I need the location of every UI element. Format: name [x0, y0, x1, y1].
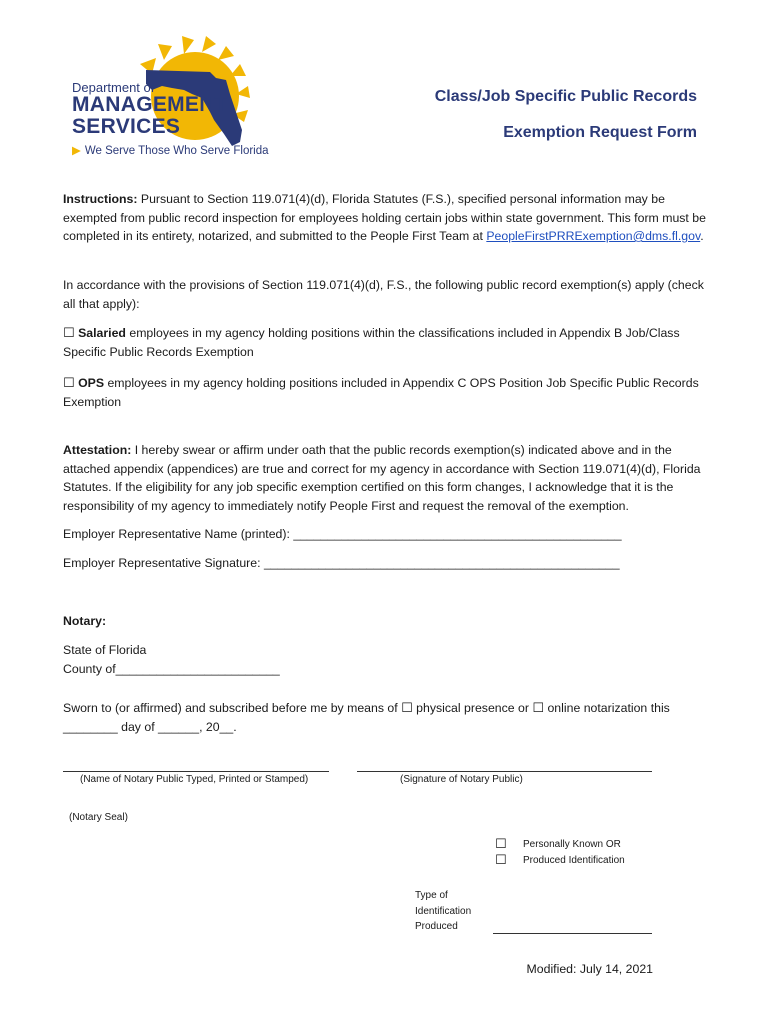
online-notarization-checkbox[interactable]: ☐	[532, 700, 545, 715]
ops-checkbox[interactable]: ☐	[63, 375, 75, 390]
notary-signature-line[interactable]	[357, 771, 652, 772]
email-link[interactable]: PeopleFirstPRRExemption@dms.fl.gov	[486, 229, 701, 243]
identification-text: Identification	[415, 905, 472, 917]
form-title: Class/Job Specific Public Records	[434, 88, 697, 105]
notary-signature-caption: (Signature of Notary Public)	[400, 774, 523, 785]
instructions-label: Instructions:	[63, 192, 138, 206]
salaried-option	[63, 324, 709, 361]
logo-management-text	[72, 94, 228, 138]
type-of-id-label	[415, 888, 471, 935]
personally-known-label: Personally Known OR	[523, 839, 621, 850]
employer-signature-field[interactable]: Employer Representative Signature: ____________________________________________________	[63, 556, 620, 570]
attestation-label: Attestation:	[63, 443, 132, 457]
sworn-date-field[interactable]: ________ day of ______, 20__.	[63, 719, 237, 734]
instructions-end: .	[700, 229, 704, 243]
salaried-text: employees in my agency holding positions within the classifications included in Appendix B Job/Class Specific Public Records Exemption	[63, 326, 680, 359]
ops-option	[63, 374, 709, 411]
sworn-text-c: online notarization this	[544, 701, 670, 715]
instructions-paragraph	[63, 190, 709, 246]
produced-text: Produced	[415, 921, 458, 932]
notary-county-field[interactable]: County of________________________	[63, 662, 280, 676]
form-subtitle: Exemption Request Form	[503, 124, 697, 141]
produced-id-label: Produced Identification	[523, 855, 625, 866]
tagline-text: We Serve Those Who Serve Florida	[84, 145, 269, 157]
logo-tagline	[72, 143, 269, 157]
instructions-text: Pursuant to Section 119.071(4)(d), Florida Statutes (F.S.), specified personal information may be exempted from public record inspection for employees holding certain jobs within state government. This form must be completed in its entirety, notarized, and submitted to the People First Team at	[63, 192, 706, 243]
sworn-paragraph	[63, 699, 709, 736]
logo-department-text: Department of	[72, 80, 155, 95]
attestation-text: I hereby swear or affirm under oath that the public records exemption(s) indicated above and in the attached appendix (appendices) are true and correct for my agency in accordance with Section 119.071(4)(d), Florida Statutes. If the eligibility for any job specific exemption certified on this form changes, I acknowledge that it is the responsibility of my agency to immediately notify People First and request the removal of the exemption.	[63, 443, 701, 513]
attestation-paragraph	[63, 441, 709, 515]
produced-id-checkbox[interactable]: ☐	[495, 852, 507, 867]
ops-label: OPS	[78, 376, 105, 390]
notary-seal-label: (Notary Seal)	[69, 812, 128, 823]
logo-line-services: SERVICES	[72, 115, 181, 138]
accordance-paragraph: In accordance with the provisions of Section 119.071(4)(d), F.S., the following public record exemption(s) apply (check all that apply):	[63, 278, 704, 311]
ops-text: employees in my agency holding positions included in Appendix C OPS Position Job Specific Public Records Exemption	[63, 376, 699, 409]
notary-heading: Notary:	[63, 614, 107, 628]
physical-presence-checkbox[interactable]: ☐	[401, 700, 413, 715]
play-triangle-icon: ▶	[72, 145, 81, 157]
salaried-checkbox[interactable]: ☐	[63, 325, 75, 340]
notary-state: State of Florida	[63, 643, 147, 657]
sworn-text-a: Sworn to (or affirmed) and subscribed before me by means of	[63, 701, 402, 715]
logo-line-management: MANAGEMENT	[72, 93, 228, 116]
employer-name-field[interactable]: Employer Representative Name (printed): ________________________________________________	[63, 527, 622, 541]
notary-name-line[interactable]	[63, 771, 329, 772]
sworn-text-b: physical presence or	[412, 701, 533, 715]
modified-date: Modified: July 14, 2021	[526, 962, 653, 976]
personally-known-checkbox[interactable]: ☐	[495, 836, 507, 851]
type-of-text: Type of	[415, 890, 448, 901]
type-of-id-line[interactable]	[493, 933, 652, 934]
salaried-label: Salaried	[78, 326, 126, 340]
notary-name-caption: (Name of Notary Public Typed, Printed or Stamped)	[80, 774, 309, 785]
